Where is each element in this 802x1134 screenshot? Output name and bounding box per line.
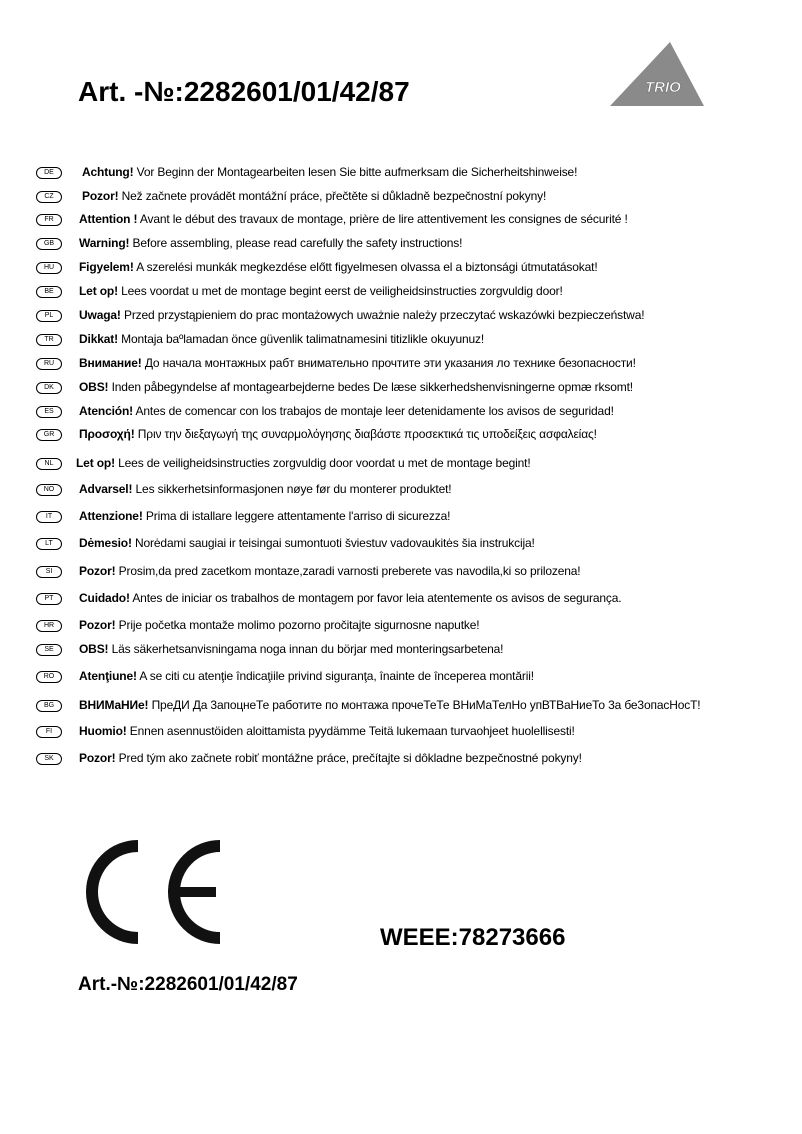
warning-body: Lees de veiligheidsinstructies zorgvuldig door voordat u met de montage begint! [114,456,531,470]
warning-label: Προσοχή! [79,427,135,441]
language-badge: GB [36,238,62,250]
warning-label: OBS! [79,642,109,656]
language-badge: RU [36,358,62,370]
warning-label: Atenţiune! [79,669,137,683]
warning-body: Avant le début des travaux de montage, prière de lire attentivement les consignes de sécurité ! [137,212,628,226]
language-badge: TR [36,334,62,346]
article-number-footer: Art.-№:2282601/01/42/87 [78,974,298,995]
warning-text [79,535,535,551]
language-badge: RO [36,671,62,683]
warning-text [79,508,450,524]
language-badge: NO [36,484,62,496]
language-badge: PT [36,593,62,605]
warning-text [82,188,546,204]
warning-body: ПреДИ Да 3апоцнеТе работите по монтажа прочеТеТе ВНиМаТелНо упВТВаНиеТо 3а бе3опасНосТ! [148,698,701,712]
warning-text [79,331,484,347]
warning-label: Let op! [79,284,118,298]
warning-label: Attention ! [79,212,138,226]
warning-label: Advarsel! [79,482,133,496]
language-badge: BG [36,700,62,712]
language-badge: SE [36,644,62,656]
warning-body: Než začnete provádět montážní práce, přečtěte si důkladně bezpečnostní pokyny! [118,189,547,203]
warning-body: Les sikkerhetsinformasjonen nøye før du monterer produktet! [132,482,452,496]
warning-label: Pozor! [79,564,116,578]
warning-label: ВНИМаНИе! [79,698,149,712]
warning-text [82,164,577,180]
language-badge: IT [36,511,62,523]
language-badge: HU [36,262,62,274]
warning-body: Läs säkerhetsanvisningama noga innan du börjar med monteringsarbetena! [108,642,504,656]
warning-text [79,426,597,442]
language-badge: NL [36,458,62,470]
warning-text [79,641,503,657]
warning-label: Dėmesio! [79,536,132,550]
warning-text [79,481,452,497]
warning-text [76,455,531,471]
warning-body: Prima di istallare leggere attentamente l'arriso di sicurezza! [142,509,451,523]
language-badge: FR [36,214,62,226]
warning-text [79,617,479,633]
language-badge: CZ [36,191,62,203]
warning-body: A se citi cu atenţie îndicaţiile privind siguranţa, înainte de începerea montării! [136,669,534,683]
warning-body: Inden påbegyndelse af montagearbejderne bedes De læse sikkerhedshenvisningerne opmæ rksomt! [108,380,633,394]
warning-text [79,307,644,323]
warning-text [79,750,582,766]
warning-body: Montaja baºlamadan önce güvenlik talimatnamesini titizlikle okuyunuz! [117,332,485,346]
warning-label: Figyelem! [79,260,134,274]
warning-body: До начала монтажных рабт внимательно прочтите эти указания ло технике безопасности! [141,356,636,370]
language-badge: LT [36,538,62,550]
warning-body: Norėdami saugiai ir teisingai sumontuoti šviestuv vadovaukitės šia instrukcija! [131,536,535,550]
warning-text [79,403,614,419]
warning-text [79,668,534,684]
warning-text [79,283,563,299]
language-badge: SK [36,753,62,765]
warning-text [79,259,598,275]
language-badge: BE [36,286,62,298]
ce-mark-icon [76,836,228,948]
weee-number: WEEE:78273666 [380,924,566,951]
language-badge: SI [36,566,62,578]
warning-label: OBS! [79,380,109,394]
warning-text [79,723,575,739]
warning-label: Let op! [76,456,115,470]
warning-label: Attenzione! [79,509,143,523]
language-badge: FI [36,726,62,738]
warning-text [79,211,628,227]
language-badge: HR [36,620,62,632]
warning-body: Antes de comencar con los trabajos de montaje leer detenidamente los avisos de seguridad! [132,404,614,418]
warning-label: Внимание! [79,356,142,370]
language-badge: ES [36,406,62,418]
warning-label: Uwaga! [79,308,121,322]
warning-body: Before assembling, please read carefully the safety instructions! [129,236,463,250]
warning-label: Warning! [79,236,130,250]
logo-text: TRIO [645,79,681,96]
warning-body: Prosim,da pred zacetkom montaze,zaradi varnosti preberete vas navodila,ki so prilozena! [115,564,581,578]
warning-text [79,697,700,713]
article-number-title: Art. -№:2282601/01/42/87 [78,76,410,107]
logo-triangle [610,42,704,106]
warning-text [79,590,621,606]
warning-label: Atención! [79,404,133,418]
warning-label: Huomio! [79,724,127,738]
warning-label: Pozor! [79,618,116,632]
warning-body: Vor Beginn der Montagearbeiten lesen Sie bitte aufmerksam die Sicherheitshinweise! [133,165,578,179]
warning-body: Lees voordat u met de montage begint eerst de veiligheidsinstructies zorgvuldig door! [117,284,563,298]
trio-logo [608,40,704,112]
warning-text [79,355,636,371]
warning-label: Pozor! [82,189,119,203]
warning-text [79,563,580,579]
warning-label: Pozor! [79,751,116,765]
warning-label: Achtung! [82,165,134,179]
warning-label: Cuidado! [79,591,130,605]
warning-body: Πριν την διεξαγωγή της συναρμολόγησης διαβάστε προσεκτικά τις υποδείξεις ασφαλείας! [134,427,597,441]
language-badge: DE [36,167,62,179]
warning-body: A szerelési munkák megkezdése előtt figyelmesen olvassa el a biztonsági útmutatásokat! [133,260,598,274]
warning-label: Dikkat! [79,332,118,346]
warning-text [79,379,633,395]
warning-text [79,235,462,251]
language-badge: GR [36,429,62,441]
warning-body: Pred tým ako začnete robiť montážne práce, prečítajte si dôkladne bezpečnostné pokyny! [115,751,582,765]
warning-body: Prije početka montaže molimo pozorno pročitajte sigurnosne naputke! [115,618,480,632]
warning-body: Ennen asennustöiden aloittamista pyydämme Teitä lukemaan turvaohjeet huolellisesti! [126,724,575,738]
language-badge: PL [36,310,62,322]
warning-body: Przed przystąpieniem do prac montażowych uważnie należy przeczytać wskazówki bezpieczeństwa! [120,308,645,322]
warning-body: Antes de iniciar os trabalhos de montagem por favor leia atentemente os avisos de segurança. [129,591,622,605]
language-badge: DK [36,382,62,394]
